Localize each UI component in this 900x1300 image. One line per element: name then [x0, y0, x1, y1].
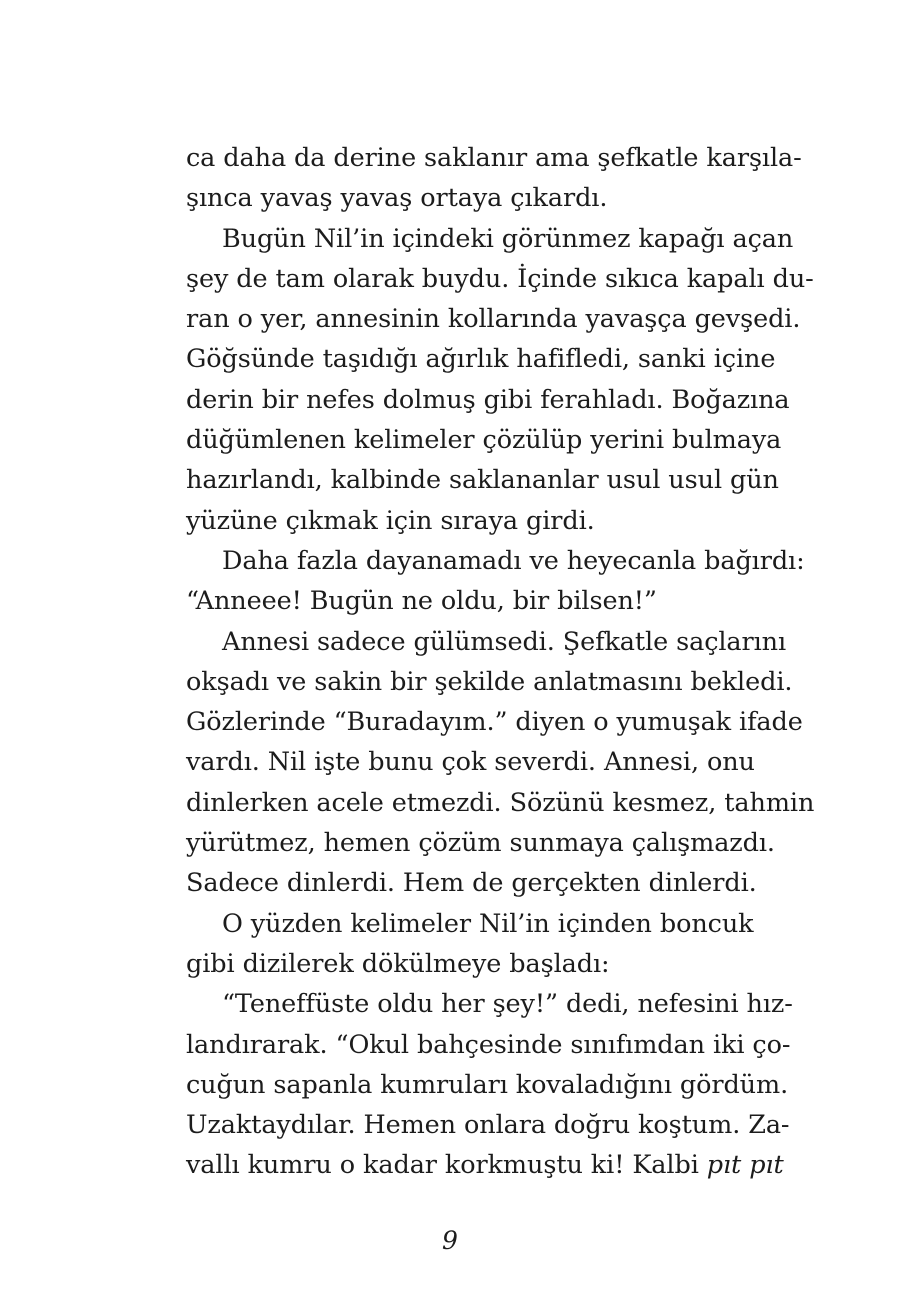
text-line: hazırlandı, kalbinde saklananlar usul usul gün [186, 465, 779, 496]
text-line: Gözlerinde “Buradayım.” diyen o yumuşak ifade [186, 707, 803, 738]
italic-onomatopoeia: pıt pıt [706, 1150, 784, 1181]
text-line-with-italic [186, 1145, 784, 1185]
paragraph-start-line: Annesi sadece gülümsedi. Şefkatle saçlarını [222, 626, 787, 657]
text-line: ca daha da derine saklanır ama şefkatle karşıla- [186, 143, 802, 173]
text-line: Göğsünde taşıdığı ağırlık hafifledi, sanki içine [186, 344, 776, 375]
paragraph-start-line: Daha fazla dayanamadı ve heyecanla bağırdı: [222, 545, 805, 576]
text-line: okşadı ve sakin bir şekilde anlatmasını bekledi. [186, 666, 793, 697]
text-line: cuğun sapanla kumruları kovaladığını gördüm. [186, 1069, 789, 1100]
text-line: düğümlenen kelimeler çözülüp yerini bulmaya [186, 425, 782, 456]
paragraph-start-line: Bugün Nil’in içindeki görünmez kapağı açan [222, 223, 794, 254]
text-line: vardı. Nil işte bunu çok severdi. Annesi, onu [186, 747, 755, 778]
text-line: Sadece dinlerdi. Hem de gerçekten dinlerdi. [186, 868, 757, 899]
page-number: 9 [442, 1226, 458, 1255]
text-line: yüzüne çıkmak için sıraya girdi. [186, 505, 595, 536]
paragraph-start-line: O yüzden kelimeler Nil’in içinden boncuk [222, 908, 754, 939]
text-line: ran o yer, annesinin kollarında yavaşça gevşedi. [186, 304, 801, 335]
text-line: Uzaktaydılar. Hemen onlara doğru koştum. Za- [186, 1110, 790, 1141]
text-line: landırarak. “Okul bahçesinde sınıfımdan iki ço- [186, 1029, 791, 1060]
text-line: derin bir nefes dolmuş gibi ferahladı. Boğazına [186, 384, 790, 415]
text-line-segment: vallı kumru o kadar korkmuştu ki! Kalbi [186, 1150, 699, 1181]
text-line: şınca yavaş yavaş ortaya çıkardı. [186, 183, 608, 214]
body-text [186, 138, 815, 1186]
text-line: gibi dizilerek dökülmeye başladı: [186, 948, 610, 979]
text-line: şey de tam olarak buydu. İçinde sıkıca kapalı du- [186, 263, 814, 294]
paragraph-start-line: “Teneffüste oldu her şey!” dedi, nefesini hız- [222, 989, 793, 1020]
text-line: “Anneee! Bugün ne oldu, bir bilsen!” [186, 586, 657, 617]
text-line: yürütmez, hemen çözüm sunmaya çalışmazdı. [186, 828, 775, 859]
text-line: dinlerken acele etmezdi. Sözünü kesmez, tahmin [186, 787, 815, 818]
